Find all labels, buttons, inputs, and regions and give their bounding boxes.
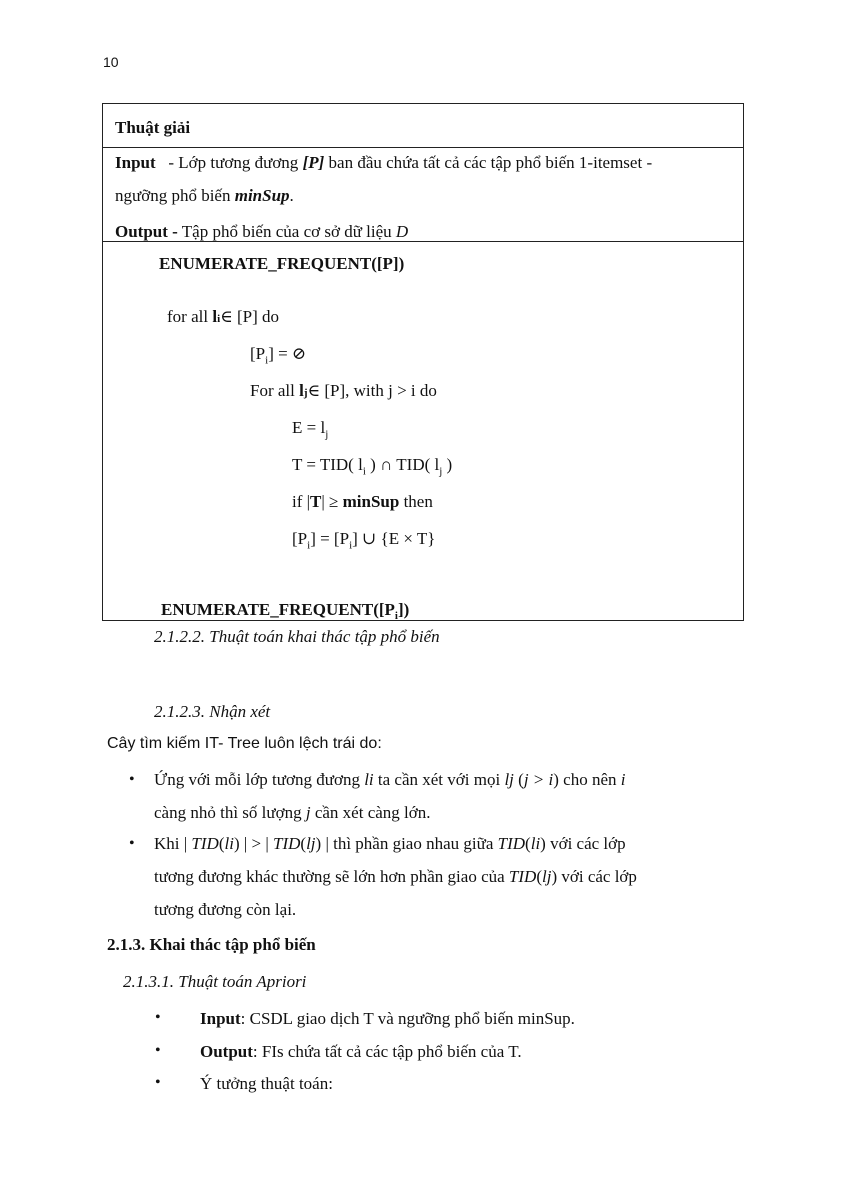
line-if-support	[292, 492, 433, 512]
intro-line: Cây tìm kiếm IT- Tree luôn lệch trái do:	[107, 735, 382, 752]
text: ) cho nên	[553, 770, 621, 789]
input-text-b: : CSDL giao dịch T và ngưỡng phổ biến minSup.	[240, 1009, 575, 1028]
union-a: [P	[292, 529, 308, 548]
elem-p: ∈ [P] do	[220, 307, 279, 326]
func-footer-text: ENUMERATE_FREQUENT([P	[161, 600, 395, 619]
bullet-dot-2: •	[129, 835, 135, 852]
if-prefix: if |	[292, 492, 311, 511]
li-var: l	[212, 307, 218, 326]
for-all-j-keyword: For all	[250, 381, 295, 400]
var-jgi: j > i	[523, 770, 554, 789]
bullet-dot-b2: •	[155, 1042, 161, 1059]
bullet-dot-1: •	[129, 771, 135, 788]
text: (	[536, 867, 542, 886]
text: ) với các lớp	[540, 834, 626, 853]
page-number: 10	[103, 54, 119, 70]
algorithm-title-row	[103, 104, 743, 148]
bullet-a2-line3: tương đương còn lại.	[154, 900, 297, 919]
union-sub2: i	[349, 539, 353, 552]
output-d: D	[395, 222, 409, 241]
input-label-b: Input	[200, 1009, 241, 1028]
var-tid: TID	[273, 834, 301, 853]
text: ta cần xét với mọi	[373, 770, 505, 789]
union-sub1: i	[307, 539, 311, 552]
algorithm-header-box	[102, 103, 744, 242]
pi-empty-rest: ] = ⊘	[268, 344, 307, 363]
var-lj: lj	[306, 834, 316, 853]
algorithm-body-box	[102, 241, 744, 621]
bullet-dot-b3: •	[155, 1074, 161, 1091]
bullet-b-input	[200, 1009, 575, 1029]
text: (	[218, 834, 225, 853]
text: (	[525, 834, 531, 853]
text: tương đương khác thường sẽ lớn hơn phần giao của	[154, 867, 509, 886]
e-assign: E = l	[292, 418, 326, 437]
line-for-all-i	[167, 307, 279, 327]
var-li: li	[364, 770, 374, 789]
text: ) | > |	[233, 834, 273, 853]
idea-text: Ý tưởng thuật toán:	[200, 1074, 333, 1093]
var-tid: TID	[497, 834, 526, 853]
union-b: ] = [P	[310, 529, 350, 548]
var-lj: lj	[542, 867, 552, 886]
lj-sub: j	[303, 387, 308, 399]
input-end: .	[289, 186, 294, 205]
t-assign-end: )	[442, 455, 453, 474]
line-pi-empty	[250, 344, 306, 366]
var-tid: TID	[508, 867, 537, 886]
input-p: [P]	[302, 153, 325, 172]
var-i: i	[620, 770, 626, 789]
text: (	[300, 834, 307, 853]
heading-213: 2.1.3. Khai thác tập phổ biến	[107, 935, 316, 954]
func-footer-sub: i	[394, 610, 398, 622]
bullet-a2-line1	[154, 834, 626, 854]
var-lj: lj	[504, 770, 514, 789]
input-minsup: minSup	[234, 186, 290, 205]
var-j: j	[305, 803, 311, 822]
text: Ứng với mỗi lớp tương đương	[154, 770, 365, 789]
algorithm-input-line2	[115, 186, 294, 206]
bullet-a2-line2	[154, 867, 637, 887]
for-all-keyword: for all	[167, 307, 209, 326]
output-label-b: Output	[200, 1042, 253, 1061]
heading-2131: 2.1.3.1. Thuật toán Apriori	[123, 972, 307, 991]
if-minsup: minSup	[342, 492, 400, 511]
input-label: Input	[115, 153, 156, 172]
input-text-2: ban đầu chứa tất cả các tập phổ biến 1-itemset -	[328, 153, 653, 172]
function-header: ENUMERATE_FREQUENT([P])	[159, 254, 405, 273]
input-line2-text: ngưỡng phổ biến	[115, 186, 231, 205]
if-mid: | ≥	[321, 492, 343, 511]
text: ) | thì phần giao nhau giữa	[315, 834, 498, 853]
algorithm-title: Thuật giải	[115, 118, 191, 137]
line-e-assign	[292, 418, 328, 440]
algorithm-output-line	[115, 222, 408, 242]
lj-var: l	[299, 381, 304, 400]
union-c: ] ∪ {E × T}	[352, 529, 436, 548]
bullet-a1-line2	[154, 803, 431, 823]
line-union	[292, 529, 435, 551]
output-text-b: : FIs chứa tất cả các tập phổ biến của T.	[252, 1042, 522, 1061]
t-assign-mid: ) ∩ TID( l	[365, 455, 440, 474]
func-footer-end: ])	[397, 600, 410, 619]
var-li: li	[530, 834, 541, 853]
algorithm-input-line1	[115, 153, 652, 173]
pi-sub: i	[265, 354, 269, 367]
t-assign: T = TID( l	[292, 455, 363, 474]
bullet-b-idea	[200, 1074, 333, 1094]
heading-2123: 2.1.2.3. Nhận xét	[154, 702, 271, 721]
line-for-all-j	[250, 381, 437, 401]
if-t: T	[310, 492, 322, 511]
text: Khi |	[154, 834, 192, 853]
bullet-a1-line1	[154, 770, 626, 790]
text: (	[513, 770, 524, 789]
function-footer	[161, 600, 409, 620]
caption-2122: 2.1.2.2. Thuật toán khai thác tập phổ biến	[154, 627, 440, 646]
bullet-b-output	[200, 1042, 522, 1062]
for-all-j-rest: ∈ [P], with j > i do	[307, 381, 437, 400]
text: ) với các lớp	[551, 867, 637, 886]
e-assign-sub: j	[325, 428, 329, 441]
t-assign-sub-i: i	[362, 465, 366, 478]
var-li: li	[224, 834, 234, 853]
text: cần xét càng lớn.	[310, 803, 431, 822]
t-assign-sub-j: j	[439, 465, 443, 478]
line-t-assign	[292, 455, 452, 477]
output-label: Output -	[115, 222, 178, 241]
var-tid: TID	[191, 834, 219, 853]
pi-open: [P	[250, 344, 266, 363]
text: càng nhỏ thì số lượng	[154, 803, 306, 822]
output-text: Tập phổ biến của cơ sở dữ liệu	[181, 222, 392, 241]
input-text-1: - Lớp tương đương	[168, 153, 299, 172]
if-then: then	[403, 492, 433, 511]
bullet-dot-b1: •	[155, 1009, 161, 1026]
li-sub: i	[217, 313, 221, 325]
